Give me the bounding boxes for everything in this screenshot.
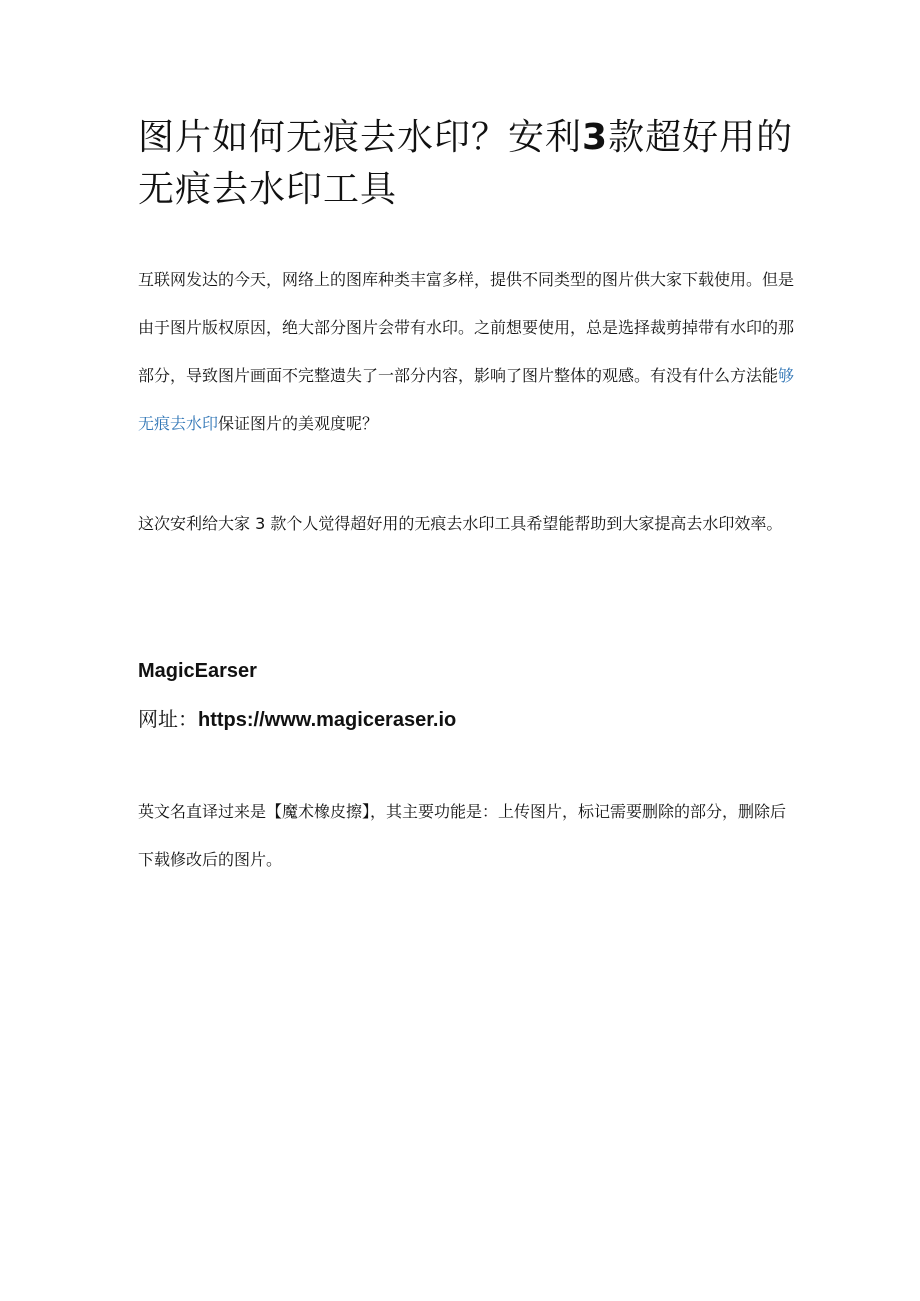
title-text-part2: 款超好用的无痕去水印工具	[138, 117, 794, 210]
tool-url-value[interactable]: https://www.magiceraser.io	[198, 709, 457, 731]
recommend-paragraph: 这次安利给大家 3 款个人觉得超好用的无痕去水印工具希望能帮助到大家提高去水印效率。	[138, 514, 783, 533]
article-title	[138, 112, 798, 216]
intro-text-before-link: 互联网发达的今天，网络上的图库种类丰富多样，提供不同类型的图片供大家下载使用。但是由于图片版权原因，绝大部分图片会带有水印。之前想要使用，总是选择裁剪掉带有水印的那部分，导致图片画面不完整遗失了一部分内容，影响了图片整体的观感。有没有什么方法能	[138, 270, 795, 385]
tool-url-line	[138, 703, 456, 736]
tool-url-label: 网址：	[138, 707, 198, 731]
title-text-part1: 图片如何无痕去水印？安利	[138, 117, 583, 158]
intro-text-after-link: 保证图片的美观度呢？	[218, 414, 379, 433]
intro-paragraph	[138, 256, 798, 448]
intro-link[interactable]: 够无痕去水印	[138, 366, 795, 433]
title-number: 3	[582, 117, 609, 158]
tool-description: 英文名直译过来是【魔术橡皮擦】，其主要功能是：上传图片，标记需要删除的部分，删除后下载修改后的图片。	[138, 802, 787, 869]
tool-heading: MagicEarser	[138, 660, 257, 682]
